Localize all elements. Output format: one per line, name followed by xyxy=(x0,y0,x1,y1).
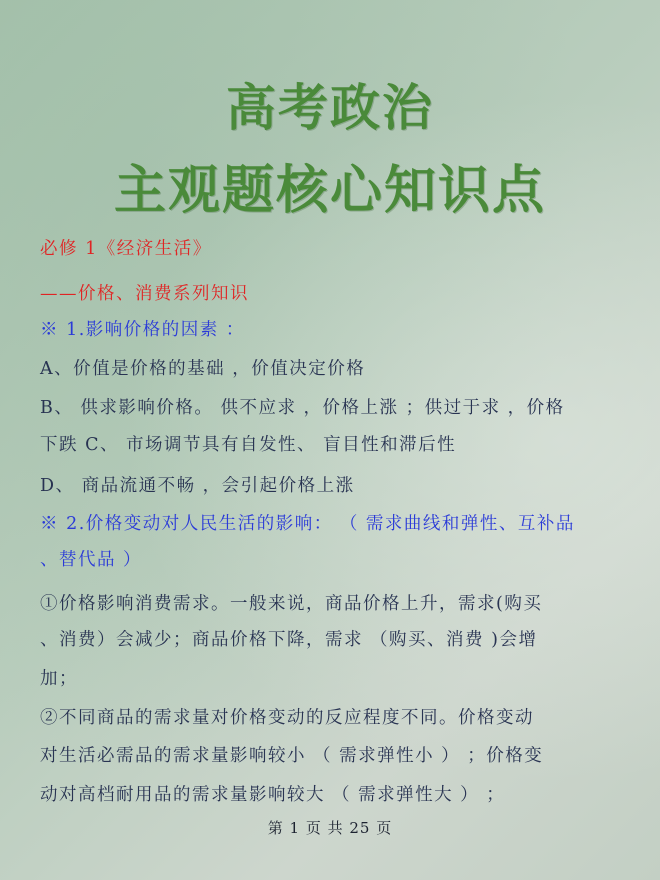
section1-heading: ※ 1.影响价格的因素 ： xyxy=(40,320,245,340)
page-number: 第 1 页 共 25 页 xyxy=(267,819,393,837)
section2-line-3: 加； xyxy=(40,669,78,689)
section1-line-a: A、价值是价格的基础 ，价值决定价格 xyxy=(40,359,366,379)
title-line-2: 主观题核心知识点 xyxy=(113,161,546,221)
title-line-1: 高考政治 xyxy=(226,79,434,137)
section1-line-c: 下跌 C、 市场调节具有自发性、 盲目性和滞后性 xyxy=(40,435,457,455)
section2-line-2: 、消费）会减少；商品价格下降，需求 （购买、消费 )会增 xyxy=(40,630,538,650)
section2-heading-line-1: ※ 2.价格变动对人民生活的影响： （ 需求曲线和弹性、互补品 xyxy=(40,514,575,534)
section2-line-4: ②不同商品的需求量对价格变动的反应程度不同。价格变动 xyxy=(40,708,534,728)
section1-line-d: D、 商品流通不畅 ，会引起价格上涨 xyxy=(40,476,355,496)
section2-line-5: 对生活必需品的需求量影响较小 （ 需求弹性小 ） ；价格变 xyxy=(40,746,544,766)
section2-line-1: ①价格影响消费需求。一般来说，商品价格上升，需求(购买 xyxy=(40,594,543,614)
section2-heading-line-2: 、替代品 ） xyxy=(40,550,143,570)
series-subtitle: ——价格、消费系列知识 xyxy=(40,284,249,304)
section2-line-6: 动对高档耐用品的需求量影响较大 （ 需求弹性大 ） ； xyxy=(40,785,506,805)
module-subtitle: 必修 1《经济生活》 xyxy=(40,239,212,259)
section1-line-b: B、 供求影响价格。 供不应求 ，价格上涨 ；供过于求 ，价格 xyxy=(40,398,565,418)
